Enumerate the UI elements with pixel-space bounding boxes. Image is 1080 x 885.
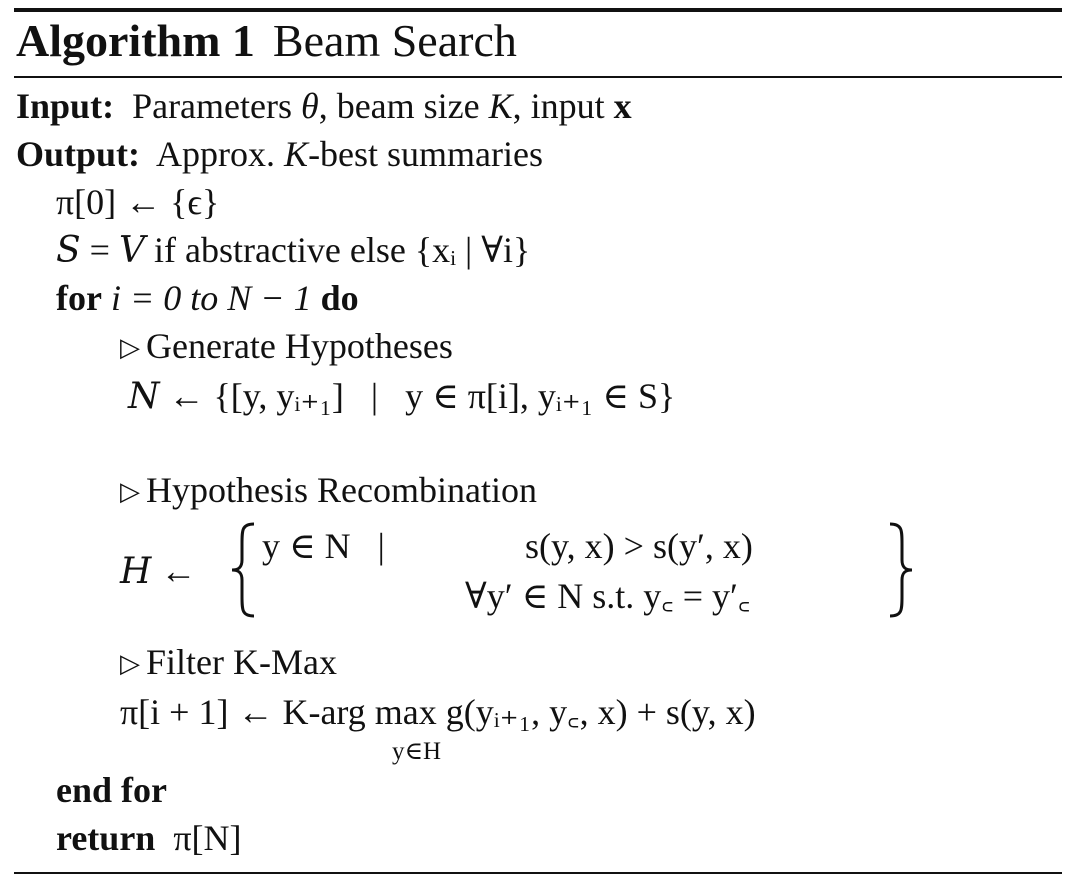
algorithm-name: Beam Search [272,15,517,66]
return-keyword: return [56,818,156,858]
comment-triangle-icon: ▷ [120,333,140,362]
source-line [56,232,530,269]
recombination-lhs [120,553,196,590]
recombination-row1-left [262,528,385,564]
output-text-a: Approx. [156,134,285,174]
comment-triangle-icon: ▷ [120,477,140,506]
generate-arrow: ← [159,376,214,416]
for-keyword: for [56,278,102,318]
output-line [16,136,543,172]
recombination-row1-right [525,528,753,564]
comment-recombination-text: Hypothesis Recombination [146,470,537,510]
argmax-subscript-text: y∈H [392,738,442,765]
comment-generate [120,328,453,364]
recombination-row2-text: ∀y′ ∈ N s.t. y꜀ = y′꜀ [465,576,751,616]
theta-symbol: θ [301,86,319,126]
input-text-b: , beam size [318,86,489,126]
comment-filter [120,644,337,680]
right-brace-icon [884,520,916,620]
recombination-row1-right-text: s(y, x) > s(y′, x) [525,526,753,566]
output-k-symbol: K [284,134,309,174]
output-keyword: Output: [16,134,141,174]
comment-triangle-icon: ▷ [120,649,140,678]
bottom-rule [14,872,1062,874]
source-condition: if abstractive else [144,230,415,270]
recombined-symbol: H [120,551,152,592]
input-text-c: , input [512,86,614,126]
source-set-symbol: S [56,230,81,271]
init-line [56,184,219,220]
comment-filter-text: Filter K-Max [146,642,337,682]
header-rule [14,76,1062,78]
comment-generate-text: Generate Hypotheses [146,326,453,366]
vocab-symbol: V [118,230,145,271]
generate-set: {[y, yᵢ₊₁] | y ∈ π[i], yᵢ₊₁ ∈ S} [213,376,676,416]
recombination-arrow: ← [151,551,197,591]
for-range: i = 0 to N − 1 [101,278,321,318]
left-brace-icon [228,520,260,620]
return-value: π[N] [173,818,242,858]
end-for-line [56,772,167,808]
beam-k-symbol: K [488,86,513,126]
filter-statement: π[i + 1] ← K-arg max g(yᵢ₊₁, y꜀, x) + s(y, x) [120,692,756,732]
source-eq: = [80,230,119,270]
input-keyword: Input: [16,86,115,126]
argmax-subscript [392,736,441,766]
generate-line [128,378,675,415]
top-rule [14,8,1062,12]
hypotheses-symbol: N [128,376,160,417]
for-line [56,280,359,316]
do-keyword: do [320,278,359,318]
recombination-row1-left-text: y ∈ N | [262,526,385,566]
source-extractive-set: {xᵢ | ∀i} [414,230,531,270]
end-for-keyword: end for [56,770,167,810]
algorithm-title [16,14,517,67]
return-line [56,820,241,856]
input-line [16,88,632,124]
recombination-row2 [465,578,750,614]
input-text-a: Parameters [132,86,301,126]
filter-line [120,694,756,730]
comment-recombination [120,472,537,508]
input-x-symbol: x [613,86,632,126]
output-text-b: -best summaries [308,134,544,174]
init-statement: π[0] ← {ϵ} [56,182,220,222]
algorithm-label: Algorithm 1 [16,15,255,66]
